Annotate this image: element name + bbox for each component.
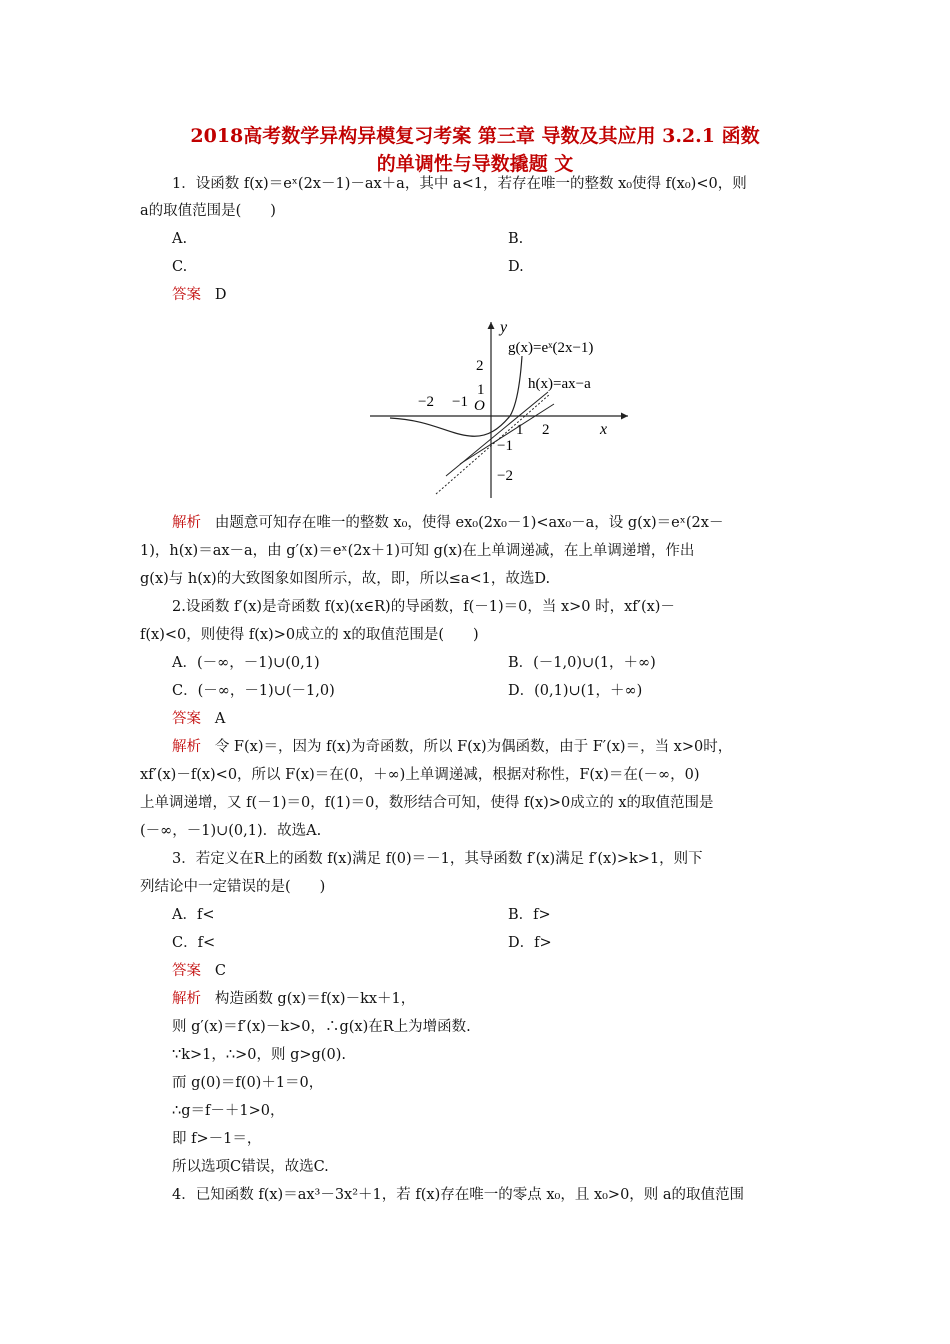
answer-label: 答案 (172, 711, 201, 727)
q3-analysis-line-7: 所以选项C错误，故选C. (172, 1159, 329, 1175)
q2-answer (172, 709, 844, 729)
q3-analysis-line-6: 即 f>－1＝， (172, 1131, 262, 1147)
q2-analysis-line-1: 解析 令 F(x)＝，因为 f(x)为奇函数，所以 F(x)为偶函数，由于 F′(x)＝，当 x>0时， (172, 739, 733, 755)
g-function-label: g(x)=eˣ(2x−1) (508, 340, 594, 356)
x-tick-2: 2 (542, 422, 550, 438)
title-line-1: 2018高考数学异构异模复习考案 第三章 导数及其应用 3.2.1 函数 (190, 125, 760, 147)
q3-analysis-line-4: 而 g(0)＝f(0)＋1＝0， (172, 1075, 324, 1091)
answer-value: D (214, 287, 227, 303)
q1-answer (172, 285, 844, 305)
q2-stem-line-1: 2.设函数 f′(x)是奇函数 f(x)(x∈R)的导函数，f(－1)＝0，当 x>0 时，xf′(x)－ (172, 599, 675, 615)
q3-analysis-line-3: ∵k>1，∴>0，则 g>g(0). (172, 1047, 346, 1063)
q1-analysis-line-2: 1)，h(x)＝ax－a，由 g′(x)＝eˣ(2x＋1)可知 g(x)在上单调递减，在上单调递增，作出 (140, 543, 695, 559)
y-tick-1: 1 (477, 382, 485, 398)
q1-analysis-line-1: 解析 由题意可知存在唯一的整数 x₀，使得 ex₀(2x₀－1)<ax₀－a，设 g(x)＝eˣ(2x－ (172, 515, 724, 531)
answer-value: A (214, 711, 226, 727)
q1-option-a: A. (172, 231, 188, 247)
x-tick-neg1: −1 (452, 394, 468, 410)
q2-analysis-line-3: 上单调递增，又 f(－1)＝0，f(1)＝0，数形结合可知，使得 f(x)>0成立的 x的取值范围是 (140, 795, 714, 811)
x-tick-neg2: −2 (418, 394, 434, 410)
h-function-label: h(x)=ax−a (528, 376, 591, 392)
q1-stem-line-2: a的取值范围是( ) (140, 203, 276, 219)
q2-option-c: C．(－∞，－1)∪(－1,0) (172, 683, 335, 699)
q3-analysis-line-1: 解析 构造函数 g(x)＝f(x)－kx＋1， (172, 991, 416, 1007)
q1-option-c: C. (172, 259, 188, 275)
y-axis-label: y (500, 319, 508, 336)
q3-option-a: A．f< (172, 907, 215, 923)
function-graph-figure (370, 316, 635, 506)
q1-analysis-line-3: g(x)与 h(x)的大致图象如图所示，故，即，所以≤a<1，故选D. (140, 571, 551, 587)
q3-analysis-line-2: 则 g′(x)＝f′(x)－k>0，∴g(x)在R上为增函数. (172, 1019, 471, 1035)
q3-answer (172, 961, 844, 981)
q2-analysis-line-2: xf′(x)－f(x)<0，所以 F(x)＝在(0，＋∞)上单调递减，根据对称性，F(x)＝在(－∞，0) (140, 767, 700, 783)
x-tick-1: 1 (516, 422, 524, 438)
analysis-label: 解析 (172, 739, 201, 755)
q2-stem-line-2: f(x)<0，则使得 f(x)>0成立的 x的取值范围是( ) (140, 627, 479, 643)
q1-option-b: B. (508, 231, 524, 247)
q3-stem-line-1: 3．若定义在R上的函数 f(x)满足 f(0)＝－1，其导函数 f′(x)满足 f′(x)>k>1，则下 (172, 851, 703, 867)
analysis-label: 解析 (172, 991, 201, 1007)
page-title (140, 122, 810, 178)
q2-analysis-line-4: (－∞，－1)∪(0,1)．故选A. (140, 823, 322, 839)
y-tick-neg1: −1 (497, 438, 513, 454)
q2-option-b: B．(－1,0)∪(1，＋∞) (508, 655, 656, 671)
q3-analysis-line-5: ∴g＝f－＋1>0， (172, 1103, 285, 1119)
y-tick-neg2: −2 (497, 468, 513, 484)
q1-option-d: D. (508, 259, 524, 275)
q1-stem-line-1: 1．设函数 f(x)＝eˣ(2x－1)－ax＋a，其中 a<1，若存在唯一的整数 x₀使得 f(x₀)<0，则 (172, 176, 747, 192)
q3-option-c: C．f< (172, 935, 216, 951)
answer-label: 答案 (172, 963, 201, 979)
origin-label: O (474, 398, 485, 414)
q2-option-a: A．(－∞，－1)∪(0,1) (172, 655, 320, 671)
q3-option-d: D．f> (508, 935, 552, 951)
x-axis-label: x (600, 421, 608, 438)
analysis-label: 解析 (172, 515, 201, 531)
q3-stem-line-2: 列结论中一定错误的是( ) (140, 879, 326, 895)
q2-option-d: D．(0,1)∪(1，＋∞) (508, 683, 643, 699)
q3-option-b: B．f> (508, 907, 551, 923)
title-line-2: 的单调性与导数撬题 文 (376, 153, 574, 175)
answer-value: C (214, 963, 226, 979)
y-tick-2: 2 (476, 358, 484, 374)
q4-stem-line-1: 4．已知函数 f(x)＝ax³－3x²＋1，若 f(x)存在唯一的零点 x₀，且 x₀>0，则 a的取值范围 (172, 1187, 745, 1203)
answer-label: 答案 (172, 287, 201, 303)
